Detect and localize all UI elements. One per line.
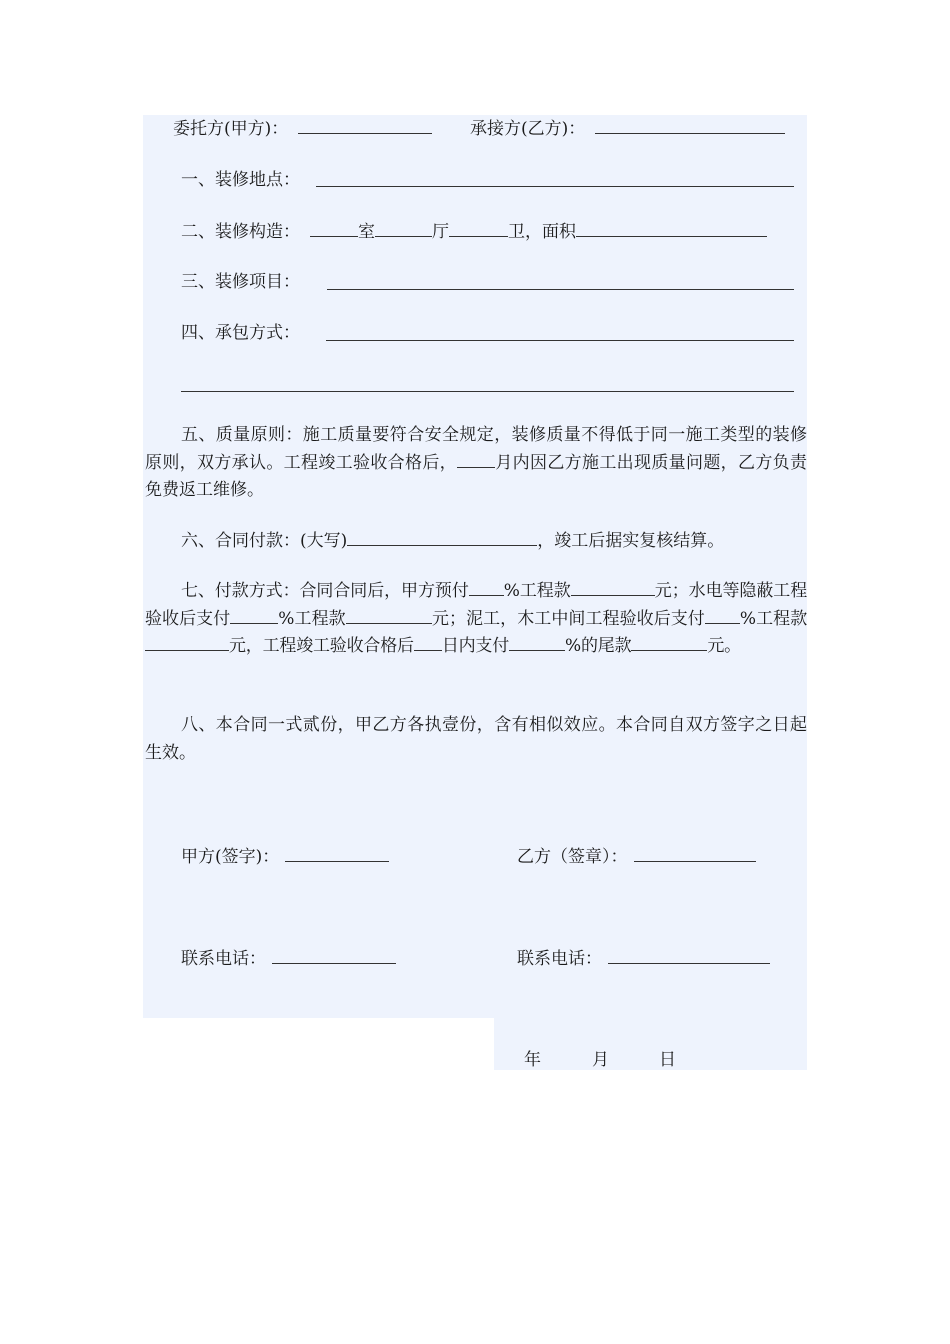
payment-text-3: 元；水电等隐蔽工程验收后支付 xyxy=(145,581,808,629)
payment-text-7: 元，工程竣工验收合格后 xyxy=(229,636,414,656)
structure-label: 二、装修构造： xyxy=(181,222,300,242)
midterm-percent-blank[interactable] xyxy=(705,609,740,624)
contract-mode-blank-2[interactable] xyxy=(181,391,794,392)
area-blank[interactable] xyxy=(576,221,767,237)
location-label: 一、装修地点： xyxy=(181,170,300,190)
party-b-label: 承接方(乙方)： xyxy=(470,119,586,139)
project-label: 三、装修项目： xyxy=(181,272,300,292)
document-shaded-area xyxy=(143,115,807,1018)
clause-payment-text-b: ，竣工后据实复核结算。 xyxy=(537,531,725,551)
payment-text-8: 日内支付 xyxy=(441,636,510,656)
room-unit: 室 xyxy=(358,222,375,242)
party-b-blank[interactable] xyxy=(595,118,785,134)
phone-a-blank[interactable] xyxy=(272,948,396,964)
phone-b-line xyxy=(517,948,770,969)
phone-b-blank[interactable] xyxy=(608,948,770,964)
midterm-amount-blank[interactable] xyxy=(145,636,229,651)
bath-count-blank[interactable] xyxy=(449,221,508,237)
party-b-sign-line xyxy=(517,846,756,867)
prepay-amount-blank[interactable] xyxy=(571,581,655,596)
phone-b-label: 联系电话： xyxy=(517,949,602,969)
payment-text-4: %工程款 xyxy=(278,608,346,629)
final-amount-blank[interactable] xyxy=(631,636,707,651)
party-b-sign-label: 乙方（签章）： xyxy=(517,847,628,867)
party-a-sign-blank[interactable] xyxy=(285,846,389,862)
final-percent-blank[interactable] xyxy=(509,636,565,651)
party-a-blank[interactable] xyxy=(298,118,432,134)
bath-unit: 卫，面积 xyxy=(508,222,576,242)
warranty-months-blank[interactable] xyxy=(457,453,495,468)
structure-line xyxy=(181,221,767,242)
location-blank[interactable] xyxy=(316,186,794,187)
project-blank[interactable] xyxy=(327,289,794,290)
clause-quality-text-b: 月内因乙方施工出现质量问题，乙方负责免费返工维修。 xyxy=(145,452,807,500)
payment-text-1: 七、付款方式：合同合同后，甲方预付 xyxy=(181,581,469,601)
contract-mode-blank[interactable] xyxy=(326,340,794,341)
payment-text-10: 元。 xyxy=(707,636,741,656)
date-year: 年 xyxy=(524,1050,541,1070)
phone-a-line xyxy=(181,948,396,969)
date-day: 日 xyxy=(659,1050,676,1070)
phone-a-label: 联系电话： xyxy=(181,949,266,969)
party-a-sign-label: 甲方(签字)： xyxy=(181,847,280,867)
payment-text-2: %工程款 xyxy=(503,581,571,601)
contract-mode-label: 四、承包方式： xyxy=(181,323,300,343)
clause-payment-text-a: 六、合同付款：(大写) xyxy=(181,531,348,551)
payment-text-9: %的尾款 xyxy=(565,636,632,656)
party-a-sign-line xyxy=(181,846,389,867)
party-b-sign-blank[interactable] xyxy=(634,846,756,862)
party-a-label: 委托方(甲方)： xyxy=(173,119,289,139)
hidden-work-amount-blank[interactable] xyxy=(346,609,432,624)
hidden-work-percent-blank[interactable] xyxy=(230,609,278,624)
room-count-blank[interactable] xyxy=(310,221,358,237)
final-days-blank[interactable] xyxy=(414,636,442,651)
clause-payment xyxy=(145,528,807,556)
clause-quality xyxy=(145,422,807,505)
party-a-line xyxy=(173,118,432,139)
clause-payment-method xyxy=(145,578,807,661)
hall-count-blank[interactable] xyxy=(375,221,432,237)
party-b-line xyxy=(470,118,785,139)
hall-unit: 厅 xyxy=(432,222,449,242)
payment-text-5: 元；泥工，木工中间工程验收后支付 xyxy=(431,608,705,629)
payment-text-6: %工程款 xyxy=(739,608,808,629)
date-month: 月 xyxy=(592,1050,609,1070)
clause-quality-text-a: 五、质量原则：施工质量要符合安全规定，装修质量不得低于同一施工类型的装修原则，双方承认。工程竣工验收合格后， xyxy=(145,425,807,473)
clause-validity: 八、本合同一式贰份，甲乙方各执壹份，含有相似效应。本合同自双方签字之日起生效。 xyxy=(145,715,807,763)
prepay-percent-blank[interactable] xyxy=(469,581,504,596)
amount-capital-blank[interactable] xyxy=(347,531,537,546)
